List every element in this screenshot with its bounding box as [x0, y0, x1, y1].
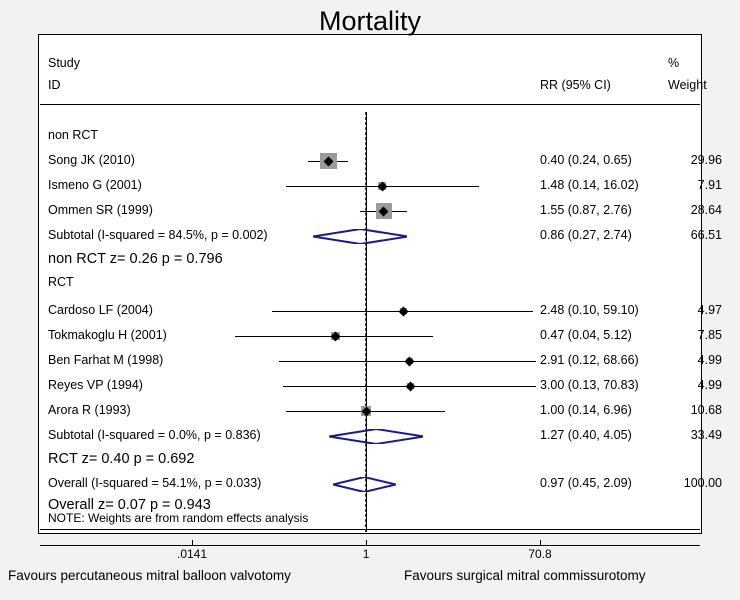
subtotal-effect-text: 0.86 (0.27, 2.74)	[540, 228, 632, 242]
axis-tick	[366, 540, 367, 545]
study-label: Tokmakoglu H (2001)	[48, 328, 167, 342]
study-label: Arora R (1993)	[48, 403, 131, 417]
column-header-percent: %	[668, 56, 680, 70]
axis-tick-label: .0141	[176, 547, 208, 561]
study-effect-text: 1.48 (0.14, 16.02)	[540, 178, 639, 192]
overall-effect-text: 0.97 (0.45, 2.09)	[540, 476, 632, 490]
summary-diamond	[329, 429, 424, 444]
subtotal-weight-text: 66.51	[690, 228, 722, 242]
axis-tick-label: 1	[362, 547, 370, 561]
study-effect-text: 1.55 (0.87, 2.76)	[540, 203, 632, 217]
overall-weight-text: 100.00	[683, 476, 722, 490]
study-label: Ben Farhat M (1998)	[48, 353, 164, 367]
column-header-weight: Weight	[668, 78, 707, 92]
axis-tick-label: 70.8	[528, 547, 552, 561]
test-statistic-non-rct: non RCT z= 0.26 p = 0.796	[48, 251, 223, 267]
x-axis-line	[40, 545, 700, 546]
group-label-rct: RCT	[48, 275, 74, 289]
test-statistic-overall: Overall z= 0.07 p = 0.943	[48, 497, 211, 513]
null-reference-line	[366, 112, 367, 532]
header-divider-bottom	[40, 529, 700, 530]
column-header-study: Study	[48, 56, 80, 70]
subtotal-weight-text: 33.49	[690, 428, 722, 442]
subtotal-label-non-rct: Subtotal (I-squared = 84.5%, p = 0.002)	[48, 228, 268, 242]
column-header-id: ID	[48, 78, 61, 92]
study-weight-text: 10.68	[690, 403, 722, 417]
group-label-non-rct: non RCT	[48, 128, 99, 142]
study-effect-text: 3.00 (0.13, 70.83)	[540, 378, 639, 392]
axis-tick	[540, 540, 541, 545]
study-label: Reyes VP (1994)	[48, 378, 143, 392]
study-weight-text: 7.85	[697, 328, 722, 342]
study-weight-text: 4.99	[697, 378, 722, 392]
overall-effect-line	[365, 112, 366, 532]
study-weight-text: 4.99	[697, 353, 722, 367]
analysis-note: NOTE: Weights are from random effects analysis	[48, 511, 309, 525]
study-effect-text: 0.47 (0.04, 5.12)	[540, 328, 632, 342]
study-label: Ommen SR (1999)	[48, 203, 153, 217]
footer-label-right: Favours surgical mitral commissurotomy	[404, 568, 646, 583]
summary-diamond	[313, 229, 408, 244]
chart-title: Mortality	[318, 6, 421, 36]
study-label: Song JK (2010)	[48, 153, 135, 167]
overall-label: Overall (I-squared = 54.1%, p = 0.033)	[48, 476, 262, 490]
test-statistic-rct: RCT z= 0.40 p = 0.692	[48, 451, 195, 467]
study-effect-text: 1.00 (0.14, 6.96)	[540, 403, 632, 417]
study-label: Cardoso LF (2004)	[48, 303, 153, 317]
header-divider-top	[40, 104, 700, 105]
axis-tick	[192, 540, 193, 545]
study-weight-text: 29.96	[690, 153, 722, 167]
study-effect-text: 0.40 (0.24, 0.65)	[540, 153, 632, 167]
footer-label-left: Favours percutaneous mitral balloon valvotomy	[8, 568, 291, 583]
study-effect-text: 2.91 (0.12, 68.66)	[540, 353, 639, 367]
subtotal-label-rct: Subtotal (I-squared = 0.0%, p = 0.836)	[48, 428, 261, 442]
column-header-effect: RR (95% CI)	[540, 78, 611, 92]
study-effect-text: 2.48 (0.10, 59.10)	[540, 303, 639, 317]
study-weight-text: 4.97	[697, 303, 722, 317]
study-weight-text: 28.64	[690, 203, 722, 217]
study-weight-text: 7.91	[697, 178, 722, 192]
study-label: Ismeno G (2001)	[48, 178, 142, 192]
subtotal-effect-text: 1.27 (0.40, 4.05)	[540, 428, 632, 442]
summary-diamond	[333, 477, 396, 492]
